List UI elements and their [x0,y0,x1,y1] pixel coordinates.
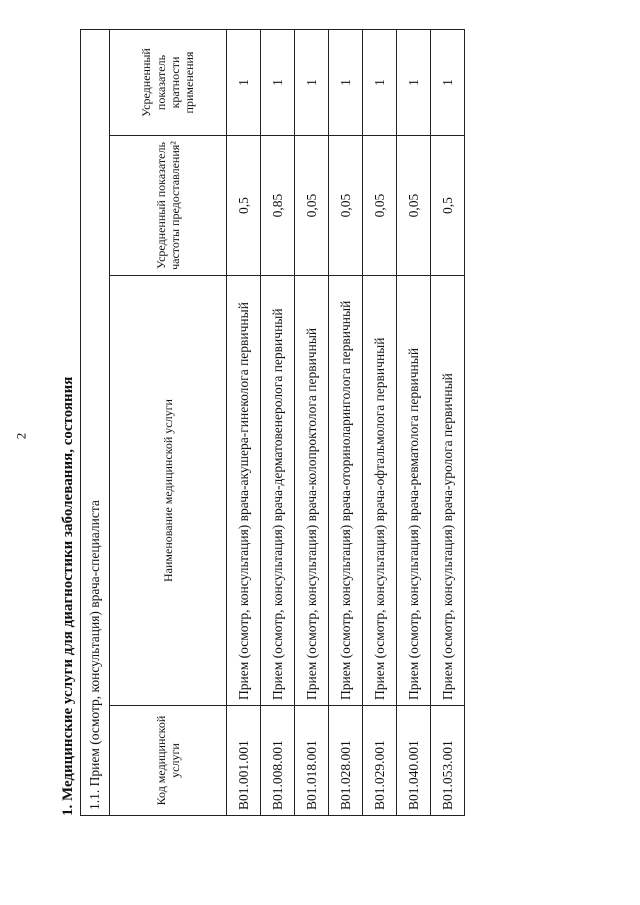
service-name: Прием (осмотр, консультация) врача-колопроктолога первичный [295,276,329,706]
subsection-title: 1.1. Прием (осмотр, консультация) врача-специалиста [81,30,110,816]
rotated-document-sheet [56,26,455,816]
table-row [397,30,431,816]
table-row [227,30,261,816]
frequency-value: 0,05 [397,136,431,276]
header-name: Наименование медицинской услуги [110,276,227,706]
multiplicity-value: 1 [261,30,295,136]
service-name: Прием (осмотр, консультация) врача-оториноларинголога первичный [329,276,363,706]
multiplicity-value: 1 [363,30,397,136]
service-code: B01.008.001 [261,706,295,816]
header-code: Код медицинской услуги [110,706,227,816]
table-row [261,30,295,816]
multiplicity-value: 1 [295,30,329,136]
header-frequency: Усредненный показатель частоты предоставления² [110,136,227,276]
frequency-value: 0,05 [363,136,397,276]
multiplicity-value: 1 [227,30,261,136]
service-name: Прием (осмотр, консультация) врача-ревматолога первичный [397,276,431,706]
frequency-value: 0,05 [295,136,329,276]
service-name: Прием (осмотр, консультация) врача-офтальмолога первичный [363,276,397,706]
medical-services-table [80,29,465,816]
frequency-value: 0,5 [431,136,465,276]
page-number: 2 [13,432,29,440]
multiplicity-value: 1 [397,30,431,136]
frequency-value: 0,05 [329,136,363,276]
service-name: Прием (осмотр, консультация) врача-уролога первичный [431,276,465,706]
service-name: Прием (осмотр, консультация) врача-акушера-гинеколога первичный [227,276,261,706]
table-row [295,30,329,816]
table-row [431,30,465,816]
section-title: 1. Медицинские услуги для диагностики заболевания, состояния [60,376,76,816]
service-code: B01.018.001 [295,706,329,816]
service-code: B01.053.001 [431,706,465,816]
table-row [329,30,363,816]
multiplicity-value: 1 [431,30,465,136]
service-name: Прием (осмотр, консультация) врача-дерматовенеролога первичный [261,276,295,706]
frequency-value: 0,5 [227,136,261,276]
service-code: B01.001.001 [227,706,261,816]
frequency-value: 0,85 [261,136,295,276]
multiplicity-value: 1 [329,30,363,136]
header-multiplicity: Усредненный показатель кратности применения [110,30,227,136]
service-code: B01.029.001 [363,706,397,816]
table-header-row [110,30,227,816]
service-code: B01.040.001 [397,706,431,816]
table-row [363,30,397,816]
service-code: B01.028.001 [329,706,363,816]
